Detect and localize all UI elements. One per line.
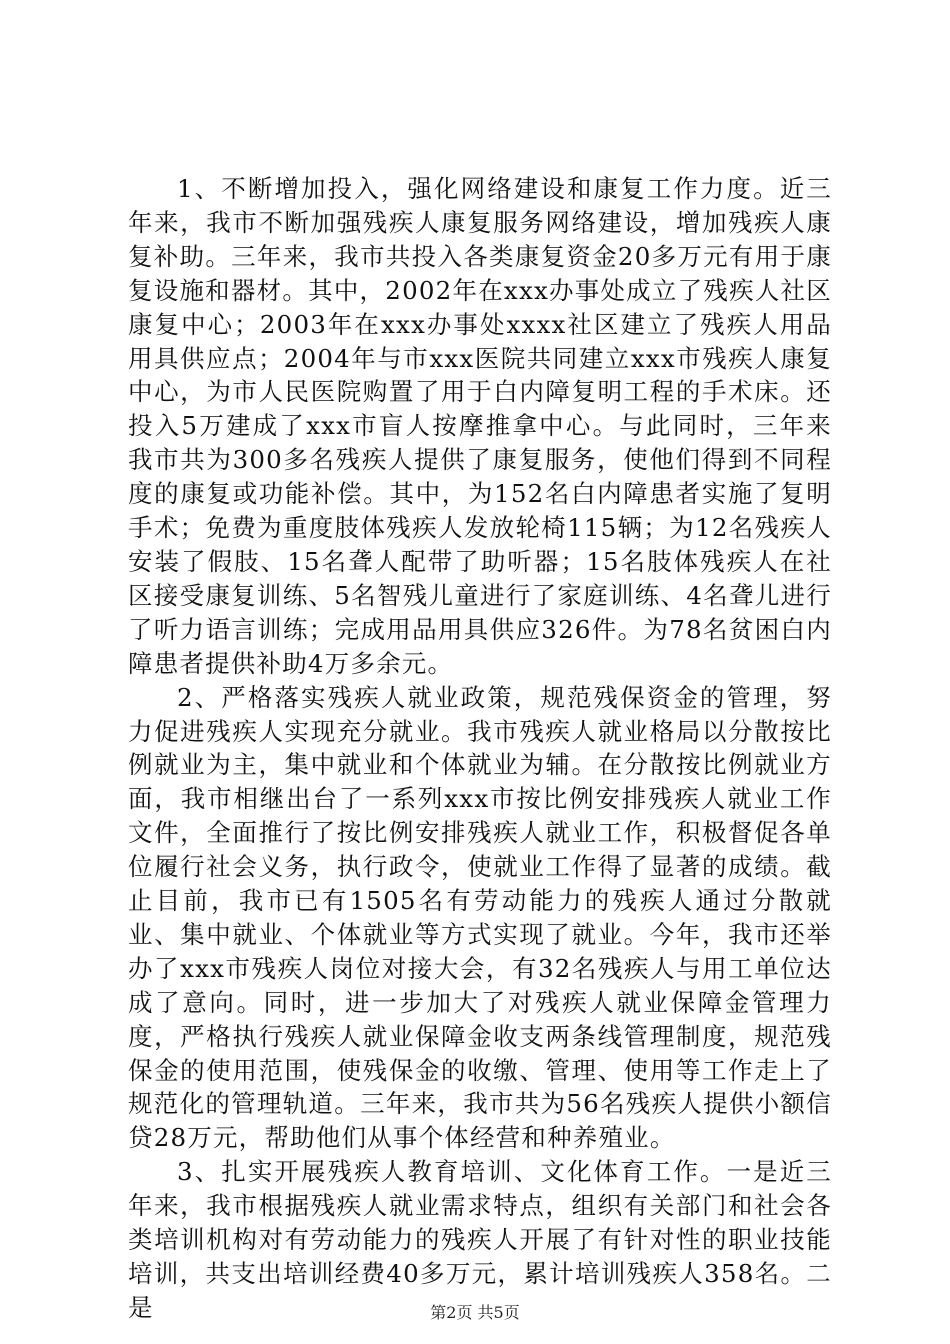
document-body (128, 172, 832, 1325)
page-number-footer: 第2页 共5页 (430, 1303, 520, 1322)
paragraph-employment: 2、严格落实残疾人就业政策，规范残保资金的管理，努力促进残疾人实现充分就业。我市残疾人就业格局以分散按比例就业为主，集中就业和个体就业为辅。在分散按比例就业方面，我市相继出台了一系列xxx市按比例安排残疾人就业工作文件，全面推行了按比例安排残疾人就业工作，积极督促各单位履行社会义务，执行政令，使就业工作得了显著的成绩。截止目前，我市已有1505名有劳动能力的残疾人通过分散就业、集中就业、个体就业等方式实现了就业。今年，我市还举办了xxx市残疾人岗位对接大会，有32名残疾人与用工单位达成了意向。同时，进一步加大了对残疾人就业保障金管理力度，严格执行残疾人就业保障金收支两条线管理制度，规范残保金的使用范围，使残保金的收缴、管理、使用等工作走上了规范化的管理轨道。三年来，我市共为56名残疾人提供小额信贷28万元，帮助他们从事个体经营和种养殖业。 (128, 682, 832, 1153)
paragraph-education-training: 3、扎实开展残疾人教育培训、文化体育工作。一是近三年来，我市根据残疾人就业需求特点，组织有关部门和社会各类培训机构对有劳动能力的残疾人开展了有针对性的职业技能培训，共支出培训经费40多万元，累计培训残疾人358名。二是 (128, 1157, 832, 1322)
paragraph-rehabilitation: 1、不断增加投入，强化网络建设和康复工作力度。近三年来，我市不断加强残疾人康复服务网络建设，增加残疾人康复补助。三年来，我市共投入各类康复资金20多万元有用于康复设施和器材。其中，2002年在xxx办事处成立了残疾人社区康复中心；2003年在xxx办事处xxxx社区建立了残疾人用品用具供应点；2004年与市xxx医院共同建立xxx市残疾人康复中心，为市人民医院购置了用于白内障复明工程的手术床。还投入5万建成了xxx市盲人按摩推拿中心。与此同时，三年来我市共为300多名残疾人提供了康复服务，使他们得到不同程度的康复或功能补偿。其中，为152名白内障患者实施了复明手术；免费为重度肢体残疾人发放轮椅115辆；为12名残疾人安装了假肢、15名聋人配带了助听器；15名肢体残疾人在社区接受康复训练、5名智残儿童进行了家庭训练、4名聋儿进行了听力语言训练；完成用品用具供应326件。为78名贫困白内障患者提供补助4万多余元。 (128, 174, 832, 678)
